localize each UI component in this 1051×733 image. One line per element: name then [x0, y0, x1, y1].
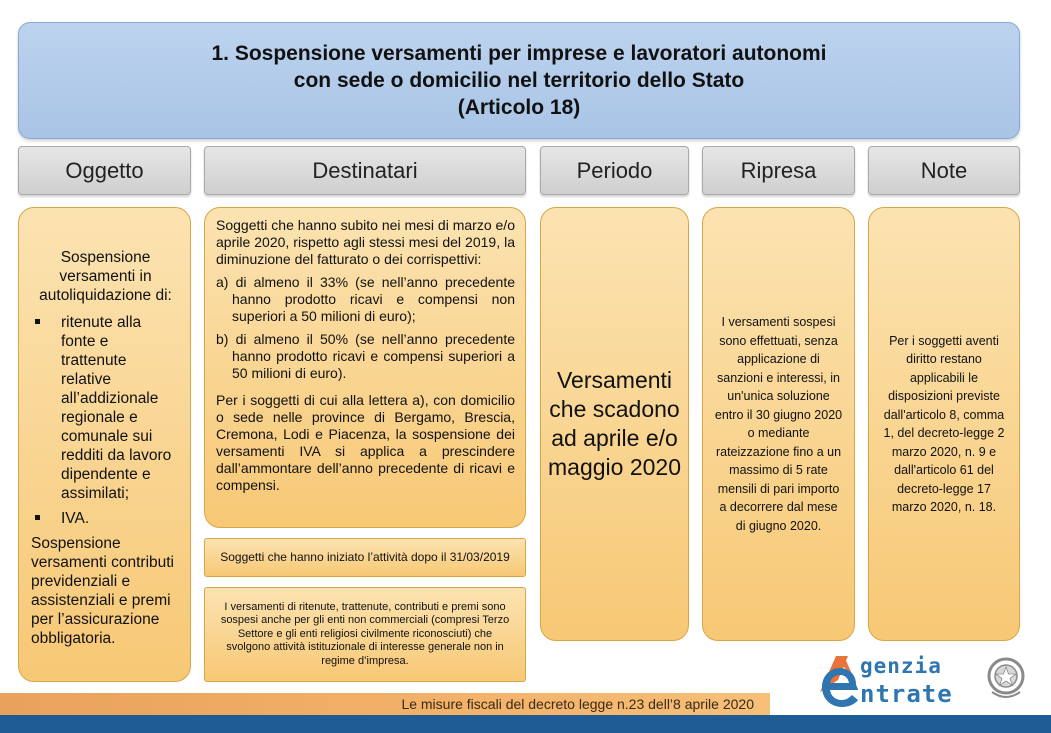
footer-blue-strip — [0, 715, 1051, 733]
note-box — [868, 207, 1020, 641]
footer-bar — [0, 693, 770, 715]
destinatari-intro: Soggetti che hanno subito nei mesi di marzo e/o aprile 2020, rispetto agli stessi mesi del 2019, la diminuzione del fatturato o dei corrispettivi: — [216, 217, 515, 267]
header-periodo: Periodo — [540, 146, 689, 195]
non-commercial-box — [204, 587, 526, 682]
destinatari-item-b: b) di almeno il 50% (se nell’anno precedente hanno prodotto ricavi e compensi superiori a 50 milioni di euro). — [216, 331, 515, 381]
header-note: Note — [868, 146, 1020, 195]
title-line-1: 1. Sospensione versamenti per imprese e lavoratori autonomi — [211, 42, 827, 65]
ripresa-text: I versamenti sospesi sono effettuati, senza applicazione di sanzioni e interessi, in un'unica soluzione entro il 30 giugno 2020 o mediante rateizzazione fino a un massimo di 5 rate mensili di pari importo a decorrere dal mese di giugno 2020. — [714, 315, 843, 533]
new-activity-box — [204, 538, 526, 577]
republic-emblem-icon — [986, 656, 1026, 702]
note-text: Per i soggetti aventi diritto restano applicabili le disposizioni previste dall'articolo 8, comma 1, del decreto-legge 2 marzo 2020, n. 9 e dall'articolo 61 del decreto-legge 17 marzo 2020, n. 18. — [883, 333, 1005, 514]
title-line-2: con sede o domicilio nel territorio dello Stato — [293, 69, 745, 92]
oggetto-contributi-text: Sospensione versamenti contributi previdenziali e assistenziali e premi per l’assicurazione obbligatoria. — [31, 535, 175, 647]
oggetto-box — [18, 207, 191, 682]
periodo-box — [540, 207, 689, 641]
oggetto-intro: Sospensione versamenti in autoliquidazione di: — [39, 249, 172, 304]
destinatari-item-a: a) di almeno il 33% (se nell’anno precedente hanno prodotto ricavi e compensi non superiori a 50 milioni di euro); — [216, 274, 515, 324]
logo-mark-icon — [818, 654, 862, 712]
footer-text: Le misure fiscali del decreto legge n.23 dell’8 aprile 2020 — [401, 696, 754, 712]
destinatari-provinces-text: Per i soggetti di cui alla lettera a), con domicilio o sede nelle province di Bergamo, Brescia, Cremona, Lodi e Piacenza, la sospensione dei versamenti IVA si applica a prescindere dall’ammontare dell’anno precedente di ricavi e compensi. — [216, 392, 515, 493]
agenzia-entrate-logo — [818, 652, 1038, 714]
header-destinatari: Destinatari — [204, 146, 526, 195]
ripresa-box — [702, 207, 855, 641]
periodo-text: Versamenti che scadono ad aprile e/o maggio 2020 — [548, 367, 681, 480]
non-commercial-text: I versamenti di ritenute, trattenute, contributi e premi sono sospesi anche per gli enti non commerciali (compresi Terzo Settore e gli enti religiosi civilmente riconosciuti) che svolgono attività istituzionale di interesse generale non in regime d’impresa. — [220, 600, 510, 667]
logo-word-genzia: genzia — [860, 654, 942, 678]
logo-word-ntrate: ntrate — [860, 680, 953, 708]
title-line-3: (Articolo 18) — [457, 96, 581, 119]
destinatari-box — [204, 207, 526, 528]
oggetto-bullet-item: ritenute alla fonte e trattenute relative all’addizionale regionale e comunale sui redditi da lavoro dipendente e assimilati; — [31, 313, 182, 503]
oggetto-bullet-item: IVA. — [31, 509, 182, 528]
header-oggetto: Oggetto — [18, 146, 191, 195]
oggetto-bullet-list — [31, 313, 182, 528]
page-title-box — [18, 22, 1020, 139]
new-activity-text: Soggetti che hanno iniziato l’attività dopo il 31/03/2019 — [220, 550, 510, 564]
header-ripresa: Ripresa — [702, 146, 855, 195]
